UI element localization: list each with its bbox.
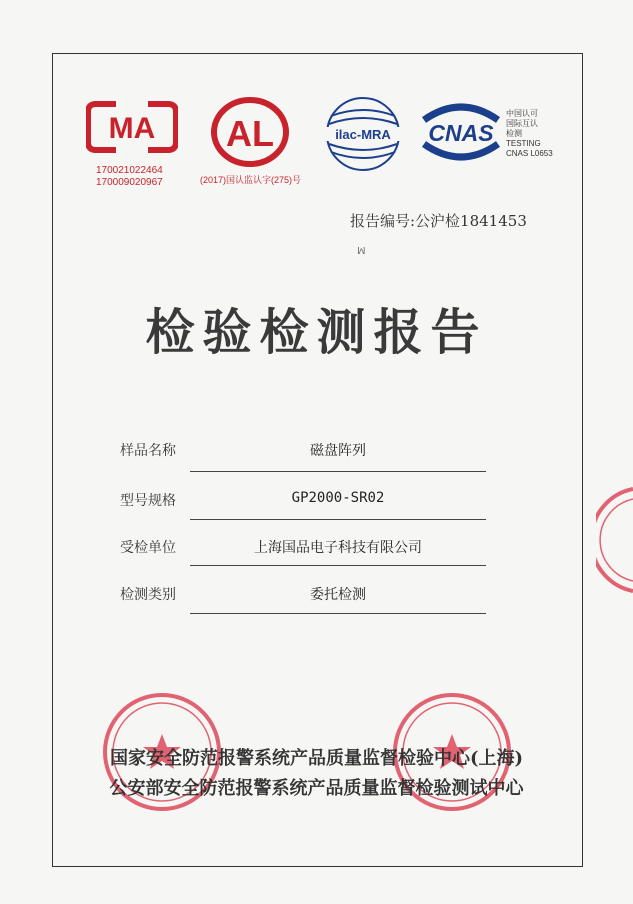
cma-logo-text: MA (108, 112, 156, 145)
field-underline (190, 613, 486, 614)
field-value-inspected-unit: 上海国品电子科技有限公司 (254, 540, 422, 556)
field-value-model: GP2000-SR02 (291, 490, 385, 506)
cma-number-2: 170009020967 (96, 177, 163, 188)
cal-logo (209, 96, 291, 168)
field-value-sample-name: 磁盘阵列 (310, 443, 366, 459)
report-number: 报告编号:公沪检1841453 (350, 212, 527, 230)
cnas-side-line: 中国认可 (506, 109, 538, 118)
cma-logo (86, 98, 178, 156)
ilac-mra-logo-text: ilac-MRA (335, 127, 391, 142)
field-label-model: 型号规格 (120, 493, 176, 509)
field-label-test-category: 检测类别 (120, 587, 176, 603)
field-value-test-category: 委托检测 (310, 587, 366, 603)
field-underline (190, 471, 486, 472)
cma-number-1: 170021022464 (96, 165, 163, 176)
cnas-side-line: TESTING (506, 139, 541, 148)
cma-numbers (96, 165, 163, 189)
field-underline (190, 565, 486, 566)
cnas-logo (418, 100, 504, 164)
cnas-side-line: 国际互认 (506, 119, 538, 128)
cal-logo-text: AL (226, 113, 274, 154)
cnas-side-line: CNAS L0653 (506, 149, 553, 158)
field-underline (190, 519, 486, 520)
cnas-logo-text: CNAS (428, 120, 494, 146)
cal-caption: (2017)国认监认字(275)号 (200, 175, 302, 185)
cnas-side-line: 检测 (506, 129, 522, 138)
report-title: 检验检测报告 (145, 303, 488, 361)
organization-name-2: 公安部安全防范报警系统产品质量监督检验测试中心 (109, 778, 524, 799)
small-mark: ꟽ (357, 246, 366, 257)
organization-name-1: 国家安全防范报警系统产品质量监督检验中心(上海) (109, 748, 524, 769)
field-label-inspected-unit: 受检单位 (120, 540, 176, 556)
field-label-sample-name: 样品名称 (120, 443, 176, 459)
edge-seal (596, 485, 633, 595)
ilac-mra-logo (321, 94, 405, 174)
cnas-side-text (506, 109, 553, 159)
